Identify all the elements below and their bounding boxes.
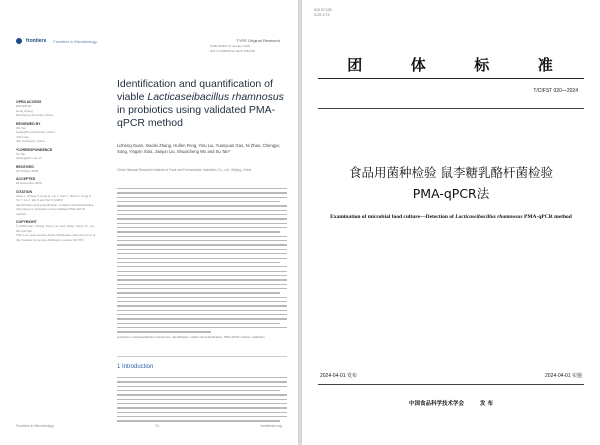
issuer-name: 中国食品科学技术学会: [409, 401, 465, 407]
sidebar-text: EDITED BY: [16, 104, 32, 108]
english-title: [320, 213, 582, 221]
text-line: [117, 420, 280, 421]
text-line: [117, 284, 287, 285]
text-line: [117, 192, 287, 193]
text-line: [117, 331, 211, 332]
text-line: [117, 258, 287, 259]
text-line: [117, 377, 287, 378]
sidebar-text: Identification and quantification of viable Lacticaseibacillus rhamnosus in probiotics using validated PMA-qPCR method.: [16, 202, 94, 216]
article-type: TYPE Original Research: [236, 38, 280, 43]
sidebar-text: Guan L, Zhang X, Feng H, Liu Y, Gao Y, Zhao X, Song C, Xu Y, Liu J, Wu S and Tan S (2026): [16, 193, 92, 202]
journal-article-page: [0, 0, 298, 445]
sidebar-label: *CORRESPONDENCE: [16, 147, 53, 152]
text-line: [117, 323, 280, 324]
footer-rule: [318, 384, 584, 385]
sidebar-text: Guangzhou University, China: [16, 130, 55, 134]
text-line: [117, 266, 287, 267]
code-rule: [318, 108, 584, 109]
english-title-suffix: PMA-qPCR method: [522, 214, 572, 220]
text-line: [117, 244, 287, 245]
sidebar-label: REVIEWED BY: [16, 121, 41, 126]
affiliation: China National Research Institute of Food and Fermentation Industries Co., Ltd., Beijing, China: [117, 168, 252, 172]
text-line: [117, 412, 287, 413]
text-line: [117, 416, 287, 417]
text-line: [117, 399, 287, 400]
text-line: [117, 310, 287, 311]
text-line: [117, 292, 280, 293]
text-line: [117, 279, 287, 280]
standard-cover-page: [302, 0, 600, 445]
text-line: [117, 305, 287, 306]
divider: [117, 356, 287, 357]
doi: DOI 10.3389/fmicb.2025.1581284: [210, 49, 256, 53]
standard-type-title: [302, 54, 600, 75]
footer-journal: Frontiers in Microbiology: [16, 424, 55, 428]
issuer-line: [302, 399, 600, 407]
keywords: probiotics, Lacticaseibacillus rhamnosus, identification, viable cell quantification, PMA-qPCR method, validation: [117, 335, 265, 339]
title-text-end: in probiotics using validated PMA-qPCR method: [117, 104, 276, 129]
chinese-title-line1: 食品用菌种检验 鼠李糖乳酪杆菌检验: [349, 165, 553, 180]
sidebar-text: Yulin Cao: [16, 134, 29, 139]
text-line: [117, 205, 287, 206]
ccs-code: CCS X 72: [314, 13, 330, 17]
sidebar-text: Hong Cheng: [16, 108, 33, 113]
text-line: [117, 262, 280, 263]
text-line: [117, 390, 280, 391]
frontiers-logo-icon: [16, 38, 22, 44]
title-char: 准: [537, 56, 555, 74]
text-line: [117, 197, 287, 198]
text-line: [117, 271, 287, 272]
text-line: [117, 297, 287, 298]
title-text: Identification and quantification of viable: [117, 78, 273, 103]
text-line: [117, 275, 287, 276]
text-line: [117, 231, 280, 232]
chinese-title-line2: PMA-qPCR法: [412, 186, 490, 201]
text-line: [117, 210, 287, 211]
sidebar-label: RECEIVED: [16, 164, 34, 169]
sidebar-text: Su Tan: [16, 151, 26, 156]
text-line: [117, 327, 287, 328]
sidebar-label: ACCEPTED: [16, 177, 36, 181]
chinese-title: [302, 162, 600, 204]
text-line: [117, 407, 287, 408]
date-row: [320, 372, 582, 379]
text-line: [117, 240, 287, 241]
text-line: [117, 403, 287, 404]
text-line: [117, 386, 287, 387]
article-sidebar: [16, 96, 96, 242]
sidebar-text: Nanchang University, China: [16, 113, 53, 117]
english-title-prefix: Examination of microbial food culture—Detection of: [330, 214, 456, 220]
footer-site: frontiersin.org: [260, 424, 282, 428]
published-date: PUBLISHED 07 January 2026: [210, 44, 251, 48]
journal-header: [16, 38, 97, 44]
author-list: Lizheng Guan, Xiaolei Zhang, Huifen Feng, Yinu Liu, Yuanyuan Gao, Ni Zhao, Chengyu Song, Yingxin Xiao, Jianjun Liu, Shuaicheng Wu and Su Tan*: [117, 143, 280, 154]
title-char: 标: [474, 56, 492, 74]
publish-date: 2024-04-01 发布: [320, 373, 357, 379]
standard-code: T/CIFST 020—2024: [533, 88, 578, 94]
title-char: 团: [347, 56, 365, 74]
sidebar-label: OPEN ACCESS: [16, 100, 42, 104]
abstract-text-block: [117, 188, 287, 336]
sidebar-text: Jilin University, China: [16, 139, 45, 143]
header-rule: [318, 78, 584, 79]
english-title-species: Lacticaseibacillus rhamnosus: [455, 214, 523, 220]
title-species: Lacticaseibacillus rhamnosus: [147, 91, 284, 103]
text-line: [117, 318, 287, 319]
publisher-name: frontiers: [26, 38, 47, 44]
doi-block: [210, 44, 280, 54]
text-line: [117, 188, 287, 189]
article-title: [117, 78, 292, 130]
journal-name: Frontiers in Microbiology: [53, 38, 97, 44]
sidebar-text: This is an open-access article distributed under the terms of the Creative Commons Attribution License (CC BY).: [16, 233, 96, 242]
page-footer: [16, 424, 282, 428]
title-char: 体: [410, 56, 428, 74]
sidebar-text: © 2026 Guan, Zhang, Feng, Liu, Gao, Zhao, Song, Xu, Liu, Wu and Tan.: [16, 224, 95, 233]
text-line: [117, 201, 280, 202]
text-line: [117, 314, 287, 315]
text-line: [117, 253, 287, 254]
text-line: [117, 394, 287, 395]
text-line: [117, 223, 287, 224]
sidebar-label: CITATION: [16, 189, 33, 194]
text-line: [117, 236, 287, 237]
text-line: [117, 227, 287, 228]
intro-text-block: [117, 377, 287, 425]
text-line: [117, 288, 287, 289]
text-line: [117, 301, 287, 302]
sidebar-label: COPYRIGHT: [16, 220, 37, 224]
classification-codes: [314, 8, 332, 18]
sidebar-text: 04 December 2025: [16, 181, 42, 185]
issuer-action: 发 布: [480, 401, 493, 407]
sidebar-text: Zhi Yan: [16, 125, 27, 130]
sidebar-text: 30 October 2025: [16, 168, 39, 173]
intro-heading: 1 Introduction: [117, 364, 154, 370]
text-line: [117, 381, 287, 382]
ics-code: ICS 07.100: [314, 8, 332, 12]
page-number: 01: [155, 424, 160, 428]
sidebar-text: sutan@jwtc.com.cn: [16, 156, 43, 160]
text-line: [117, 214, 287, 215]
text-line: [117, 249, 287, 250]
text-line: [117, 218, 287, 219]
implement-date: 2024-04-01 实施: [545, 373, 582, 379]
